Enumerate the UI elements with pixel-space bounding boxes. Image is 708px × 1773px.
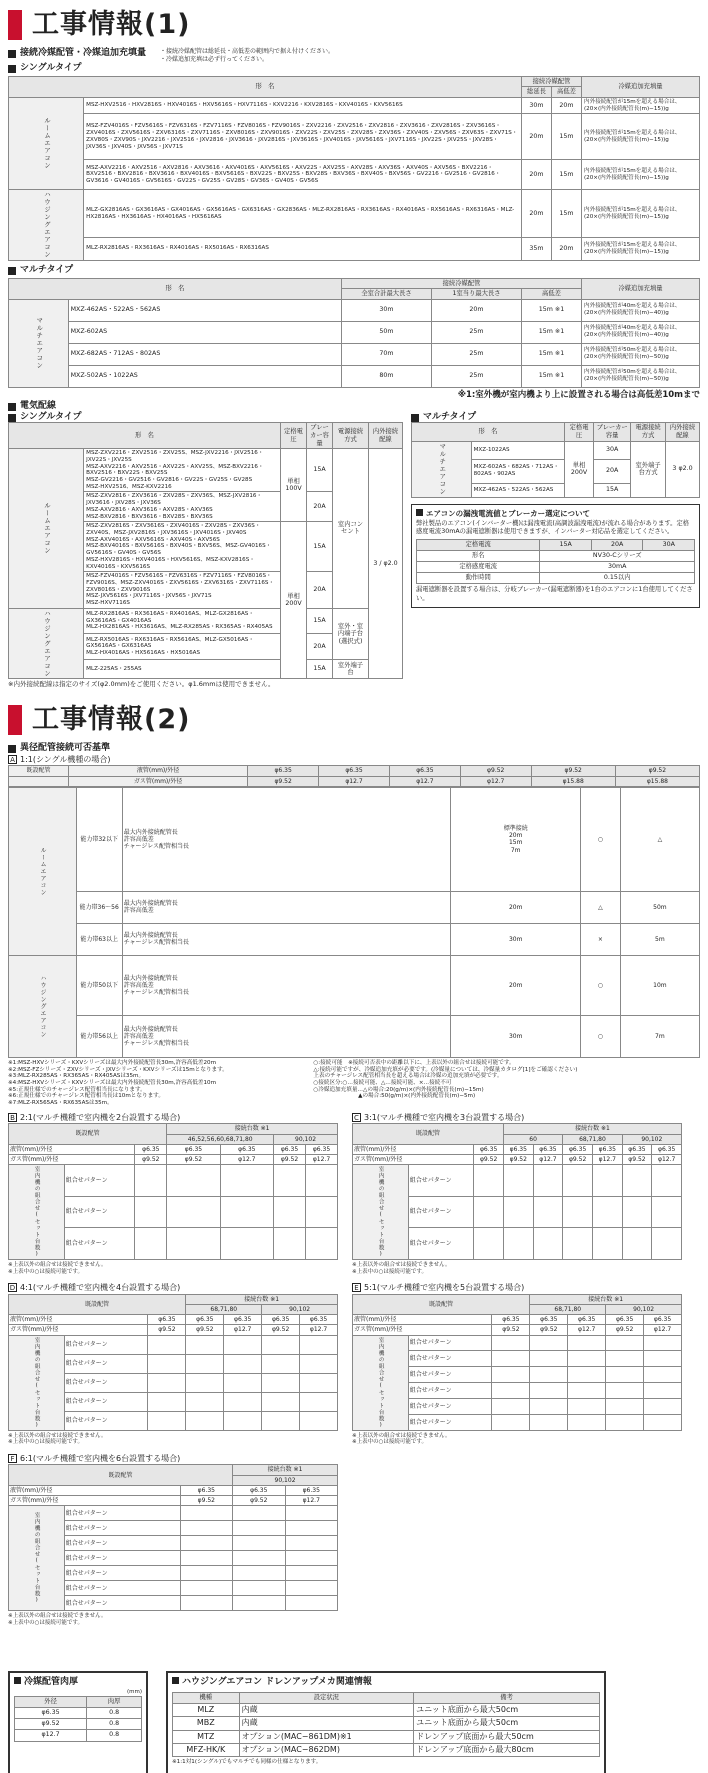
pipe-heading-text: 接続冷媒配管・冷媒追加充填量 — [20, 48, 147, 58]
elec-single: シングルタイプ 形 名 定格電圧 ブレーカー容量 電源接続方式 内外接続配線 ルームエアコン MSZ-ZXV2216・ZXV2516・ZXV25S、MSZ-JXV2216・JXV2516・JXV22S・JXV25S MSZ-AXV2216・AXV2516・AXV22S・AXV25S、MSZ-BXV2216・BXV2516・BXV22S・BXV25S MSZ-GV2216・GV2516・GV2816・GV22S・GV25S・GV28S MSZ-HXV2516、MSZ-KXV2216 単相100V 15A 室内コンセント 3 / φ2.0 MSZ-ZXV2816・ZXV3616・ZXV28S・ZXV36S、MSZ-JXV2816・JXV3616・JXV28S・JXV36S MSZ-AXV2816・AXV3616・AXV28S・AXV36S MSZ-BXV2816・BXV3616・BXV28S・BXV36S 20A MSZ-ZXV2816S・ZXV3616S・ZXV4016S・ZXV28S・ZXV36S・ZXV40S、MSZ-JXV2816S・JXV3616S・JXV4016S・JXV40S MSZ-AXV4016S・AXV5616S・AXV40S・AXV56S MSZ-BXV4016S・BXV5616S・BXV40S・BXV56S、MSZ-GV4016S・GV5616S・GV40S・GV56S MSZ-HXV2816S・HXV4016S・HXV5616S、MSZ-KXV2816S・KXV4016S・KXV5616S 単相200V 15A MSZ-FZV4016S・FZV5616S・FZV6316S・FZV7116S・FZV8016S・FZV9016S、MSZ-ZXV4016S・ZXV5616S・ZXV6316S・ZXV7116S・ZXV8016S・ZXV9016S MSZ-JXV5616S・JXV7116S・JXV56S・JXV71S MSZ-HXV7116S 20A ハウジングエアコン MLZ-RX2816AS・RX3616AS・RX4016AS、MLZ-GX2816AS・GX3616AS・GX4016AS MLZ-HX2816AS・HX3616AS、MLZ-RX285AS・RX365AS・RX405AS 15A 室外・室内端子台(選択式) MLZ-RX5016AS・RX6316AS・RX5616AS、MLZ-GX5016AS・GX5616AS・GX6316AS MLZ-HX4016AS・HX5616AS・HX5016AS 20A MLZ-225AS・255AS 15A 室外端子台 — [8, 412, 403, 680]
elec-multi-table: 形 名 定格電圧 ブレーカー容量 電源接続方式 内外接続配線 マルチエアコン MXZ-1022AS 単相200V 30A 室外端子台方式 3 φ2.0 MXZ-602AS・682AS・712AS・802AS・902AS 20A MXZ-462AS・522AS・562AS 15A — [411, 422, 700, 497]
elec-multi: マルチタイプ 形 名 定格電圧 ブレーカー容量 電源接続方式 内外接続配線 マルチエアコン MXZ-1022AS 単相200V 30A 室外端子台方式 3 φ2.0 MXZ-602AS・682AS・712AS・802AS・902AS 20A MXZ-462AS・522AS・562AS 15A エアコンの漏洩電流値とブレーカー選定について 弊社製品のエアコン(インバーター機)は漏洩電流(高調波漏洩電流)が流れる場合があります。定格感度電流30mAの漏電遮断器は使用できますが、インバーター対応品を選定してください。 定格電流 15A 20A 30A 形名 NV30-Cシリーズ 定格感度電流 30mA 動作時間 0.15以内 漏電遮断器を設置する場合は、分岐ブレーカー(漏電遮断器)を1台のエアコンに1台使用してください。 — [411, 412, 700, 680]
th-total: 総延長 — [522, 87, 552, 98]
multi-label: マルチタイプ — [8, 265, 700, 276]
model-cell: MLZ-GX2816AS・GX3616AS・GX4016AS・GX5616AS・GX6316AS・GX2836AS・MLZ-RX2816AS・RX3616AS・RX4016AS・RX5616AS・RX6316AS・MLZ-HX2816AS・HX3616AS・HX4016AS・HX5616AS — [84, 190, 522, 238]
elec-row — [8, 412, 700, 680]
elec-single-table: 形 名 定格電圧 ブレーカー容量 電源接続方式 内外接続配線 ルームエアコン MSZ-ZXV2216・ZXV2516・ZXV25S、MSZ-JXV2216・JXV2516・JXV22S・JXV25S MSZ-AXV2216・AXV2516・AXV22S・AXV25S、MSZ-BXV2216・BXV2516・BXV22S・BXV25S MSZ-GV2216・GV2516・GV2816・GV22S・GV25S・GV28S MSZ-HXV2516、MSZ-KXV2216 単相100V 15A 室内コンセント 3 / φ2.0 MSZ-ZXV2816・ZXV3616・ZXV28S・ZXV36S、MSZ-JXV2816・JXV3616・JXV28S・JXV36S MSZ-AXV2816・AXV3616・AXV28S・AXV36S MSZ-BXV2816・BXV3616・BXV28S・BXV36S 20A MSZ-ZXV2816S・ZXV3616S・ZXV4016S・ZXV28S・ZXV36S・ZXV40S、MSZ-JXV2816S・JXV3616S・JXV4016S・JXV40S MSZ-AXV4016S・AXV5616S・AXV40S・AXV56S MSZ-BXV4016S・BXV5616S・BXV40S・BXV56S、MSZ-GV4016S・GV5616S・GV40S・GV56S MSZ-HXV2816S・HXV4016S・HXV5616S、MSZ-KXV2816S・KXV4016S・KXV5616S 単相200V 15A MSZ-FZV4016S・FZV5616S・FZV6316S・FZV7116S・FZV8016S・FZV9016S、MSZ-ZXV4016S・ZXV5616S・ZXV6316S・ZXV7116S・ZXV8016S・ZXV9016S MSZ-JXV5616S・JXV7116S・JXV56S・JXV71S MSZ-HXV7116S 20A ハウジングエアコン MLZ-RX2816AS・RX3616AS・RX4016AS、MLZ-GX2816AS・GX3616AS・GX4016AS MLZ-HX2816AS・HX3616AS、MLZ-RX285AS・RX365AS・RX405AS 15A 室外・室内端子台(選択式) MLZ-RX5016AS・RX6316AS・RX5616AS、MLZ-GX5016AS・GX5616AS・GX6316AS MLZ-HX4016AS・HX5616AS・HX5016AS 20A MLZ-225AS・255AS 15A 室外端子台 — [8, 422, 403, 679]
th-charge: 冷媒追加充填量 — [582, 76, 700, 97]
pipe-multi-table: 形 名 接続冷媒配管 冷媒追加充填量 全室合計最大長さ 1室当り最大長さ 高低差 マルチエアコン MXZ-462AS・522AS・562AS 30m 20m 15m ※1 内外接続配管が40mを超える場合は、(20×(内外接続配管長(m)−40))g MXZ-602AS 50m 25m 15m ※1 内外接続配管が40mを超える場合は、(20×(内外接続配管長(m)−40))g MXZ-682AS・712AS・802AS 70m 25m 15m ※1 内外接続配管が50mを超える場合は、(20×(内外接続配管長(m)−50))g MXZ-502AS・1022AS 80m 25m 15m ※1 内外接続配管が50mを超える場合は、(20×(内外接続配管長(m)−50))g — [8, 278, 700, 388]
section-title-1 — [8, 6, 700, 44]
single-label: シングルタイプ — [8, 63, 700, 74]
diff-table-a-body: ルームエアコン 能力帯32以下 最大内外接続配管長 許容高低差 チャージレス配管相当長 標準接続 20m 15m 7m ○ △ 能力帯36〜56 最大内外接続配管長 許容高低差 20m △ 50m 能力帯63以上 最大内外接続配管長 チャージレス配管相当長 30m × 5m ハウジングエアコン 能力帯50以下 最大内外接続配管長 許容高低差 チャージレス配管相当長 20m ○ 10m 能力帯56以上 最大内外接続配管長 許容高低差 チャージレス配管相当長 30m ○ 7m — [8, 787, 700, 1058]
thickness-box: 冷媒配管肉厚 (mm) 外径 肉厚 φ6.35 0.8 φ9.52 0.8 φ12.7 0.8 — [8, 1671, 148, 1773]
side-label: ルームエアコン — [9, 97, 84, 189]
diff-heading: 異径配管接続可否基準 — [8, 743, 700, 754]
diff-notes: ※1:MSZ-HXVシリーズ・KXVシリーズは最大内外接続配管長30m,許容高低差20m ※2:MSZ-FZシリーズ・ZXVシリーズ・JXVシリーズ・KXVシリーズは15mとなります。 ※3:MLZ-RX285AS・RX365AS・RX405ASは35m。 ※4:MSZ-HXVシリーズ・KXVシリーズは最大内外接続配管長30m,許容高低差10m ※5:正規仕様でのチャージレス配管相当長になります。 ※6:正規仕様でのチャージレス配管相当長は10mとなります。 ※7:MLZ-RX565AS・RX635ASは35m。 — [8, 1059, 228, 1107]
page: 工事情報(1) 接続冷媒配管・冷媒追加充填量 ・接続冷媒配管は総延長・高低差の範囲内で据え付けください。 ・冷媒追加充填は必ず行ってください。 シングルタイプ 形 名 接続冷媒配管 冷媒追加充填量 総延長 高低差 ルームエアコン MSZ-HXV2516・HXV2816S・HXV4016S・HXV5616S・HXV7116S・KXV2216・KXV2816S・KXV4016S・KXV5616S 30m 20m 内外接続配管が15mを超える場合は、(20×(内外接続配管長(m)−15))g MSZ-FZV4016S・FZV5616S・FZV6316S・FZV7116S・FZV8016S・FZV9016S・ZXV2216・ZXV2516・ZXV2816・ZXV3616・ZXV2816S・ZXV3616S・ZXV4016S・ZXV5616S・ZXV6316S・ZXV7116S・ZXV8016S・ZXV9016S・ZXV22S・ZXV25S・ZXV28S・ZXV36S・ZXV40S・ZXV56S・ZXV63S・ZXV71S・ZXV80S・ZXV90S・JXV2216・JXV2516・JXV2816・JXV3616・JXV2816S・JXV3616S・JXV4016S・JXV5616S・JXV7116S・JXV22S・JXV25S・JXV28S・JXV36S・JXV40S・JXV56S・JXV71S 20m 15m 内外接続配管が15mを超える場合は、(20×(内外接続配管長(m)−15))g MSZ-AXV2216・AXV2516・AXV2816・AXV3616・AXV4016S・AXV5616S・AXV22S・AXV25S・AXV28S・AXV36S・AXV40S・AXV56S・BXV2216・BXV2516・BXV2816・BXV3616・BXV4016S・BXV5616S・BXV22S・BXV25S・BXV28S・BXV36S・BXV40S・BXV56S・GV2216・GV2516・GV2816・GV3616・GV4016S・GV5616S・GV22S・GV25S・GV28S・GV36S・GV40S・GV56S 20m 15m 内外接続配管が15mを超える場合は、(20×(内外接続配管長(m)−15))g ハウジングエアコン MLZ-GX2816AS・GX3616AS・GX4016AS・GX5616AS・GX6316AS・GX2836AS・MLZ-RX2816AS・RX3616AS・RX4016AS・RX5616AS・RX6316AS・MLZ-HX2816AS・HX3616AS・HX4016AS・HX5616AS 20m 15m 内外接続配管が15mを超える場合は、(20×(内外接続配管長(m)−15))g MLZ-RX2816AS・RX3616AS・RX4016AS・RX5016AS・RX6316AS 35m 20m 内外接続配管が15mを超える場合は、(20×(内外接続配管長(m)−15))g マルチタイプ 形 名 接続冷媒配管 冷媒追加充填量 全室合計最大長さ 1室当り最大長さ 高低差 マルチエアコン MXZ-462AS・522AS・562AS 30m 20m 15m ※1 内外接続配管が40mを超える場合は、(20×(内外接続配管長(m)−40))g MXZ-602AS 50m 25m 15m ※1 内外接続配管が40mを超える場合は、(20×(内外接続配管長(m)−40))g MXZ-682AS・712AS・802AS 70m 25m 15m ※1 内外接続配管が50mを超える場合は、(20×(内外接続配管長(m)−50))g MXZ-502AS・1022AS 80m 25m 15m ※1 内外接続配管が50mを超える場合は、(20×(内外接続配管長(m)−50))g ※1:室外機が室内機より上に設置される場合は高低差10mまで 電気配線 シングルタイプ 形 名 定格電圧 ブレーカー容量 電源接続方式 内外接続配線 ルームエアコン MSZ-ZXV2216・ZXV2516・ZXV25S、MSZ-JXV2216・JXV2516・JXV22S・JXV25S MSZ-AXV2216・AXV2516・AXV22S・AXV25S、MSZ-BXV2216・BXV2516・BXV22S・BXV25S MSZ-GV2216・GV2516・GV2816・GV22S・GV25S・GV28S MSZ-HXV2516、MSZ-KXV2216 単相100V 15A 室内コンセント 3 / φ2.0 MSZ-ZXV2816・ZXV3616・ZXV28S・ZXV36S、MSZ-JXV2816・JXV3616・JXV28S・JXV36S MSZ-AXV2816・AXV3616・AXV28S・AXV36S MSZ-BXV2816・BXV3616・BXV28S・BXV36S 20A MSZ-ZXV2816S・ZXV3616S・ZXV4016S・ZXV28S・ZXV36S・ZXV40S、MSZ-JXV2816S・JXV3616S・JXV4016S・JXV40S MSZ-AXV4016S・AXV5616S・AXV40S・AXV56S MSZ-BXV4016S・BXV5616S・BXV40S・BXV56S、MSZ-GV4016S・GV5616S・GV40S・GV56S MSZ-HXV2816S・HXV4016S・HXV5616S、MSZ-KXV2816S・KXV4016S・KXV5616S 単相200V 15A MSZ-FZV4016S・FZV5616S・FZV6316S・FZV7116S・FZV8016S・FZV9016S、MSZ-ZXV4016S・ZXV5616S・ZXV6316S・ZXV7116S・ZXV8016S・ZXV9016S MSZ-JXV5616S・JXV7116S・JXV56S・JXV71S MSZ-HXV7116S 20A ハウジングエアコン MLZ-RX2816AS・RX3616AS・RX4016AS、MLZ-GX2816AS・GX3616AS・GX4016AS MLZ-HX2816AS・HX3616AS、MLZ-RX285AS・RX365AS・RX405AS 15A 室外・室内端子台(選択式) MLZ-RX5016AS・RX6316AS・RX5616AS、MLZ-GX5016AS・GX5616AS・GX6316AS MLZ-HX4016AS・HX5616AS・HX5016AS 20A MLZ-225AS・255AS 15A 室外端子台 マルチタイプ 形 名 定格電圧 ブレーカー容量 電源接続方式 内外接続配線 マルチエアコン MXZ-1022AS 単相200V 30A 室外端子台方式 3 φ2.0 MXZ-602AS・682AS・712AS・802AS・902AS 20A MXZ-462AS・522AS・562AS 15A エアコンの漏洩電流値とブレーカー選定について 弊社製品のエアコン(インバーター機)は漏洩電流(高調波漏洩電流)が流れる場合があります。定格感度電流30mAの漏電遮断器は使用できますが、インバーター対応品を選定してください。 定格電流 15A 20A 30A 形名 NV30-Cシリーズ 定格感度電流 30mA 動作時間 0.15以内 漏電遮断器を設置する場合は、分岐ブレーカー(漏電遮断器)を1台のエアコンに1台使用してください。 ※内外接続配線は指定のサイズ(φ2.0mm)をご使用ください。φ1.6mmは使用できません。 工事情報(2) 異径配管接続可否基準 A 1:1(シングル機種の場合) 既設配管 液管(mm)/外径 φ6.35 φ6.35 φ6.35 φ9.52 φ9.52 φ9.52 ガス管(mm)/外径 φ9.52 φ12.7 φ12.7 φ12.7 φ15.88 φ15.88 ルームエアコン 能力帯32以下 最大内外接続配管長 許容高低差 チャージレス配管相当長 標準接続 20m 15m 7m ○ △ 能力帯36〜56 最大内外接続配管長 許容高低差 20m △ 50m 能力帯63以上 最大内外接続配管長 チャージレス配管相当長 30m × 5m ハウジングエアコン 能力帯50以下 最大内外接続配管長 許容高低差 チャージレス配管相当長 20m ○ 10m 能力帯56以上 最大内外接続配管長 許容高低差 チャージレス配管相当長 30m ○ 7m ※1:MSZ-HXVシリーズ・KXVシリーズは最大内外接続配管長30m,許容高低差20m ※2:MSZ-FZシリーズ・ZXVシリーズ・JXVシリーズ・KXVシリーズは15mとなります。 ※3:MLZ-RX285AS・RX365AS・RX405ASは35m。 ※4:MSZ-HXVシリーズ・KXVシリーズは最大内外接続配管長30m,許容高低差10m ※5:正規仕様でのチャージレス配管相当長になります。 ※6:正規仕様でのチャージレス配管相当長は10mとなります。 ※7:MLZ-RX565AS・RX635ASは35m。 ○:接続可能 ※接続可否表中の距離以下に、上表以外の組合せは接続可能です。 △:接続可能ですが、冷媒追加充填が必要です。(冷媒量については、冷媒量カタログ[1]をご確認ください) 上表のチャージレス配管相当長を超える場合は冷媒の追加充填が必要です。 ○接続区分:○…接続可能、△…接続可能、×…接続不可 ○冷媒追加充填量…△の場合:20(g/m)×(内外接続配管長(m)−15m) ▲の場合:50(g/m)×(内外接続配管長(m)−5m) B 2:1(マルチ機種で室内機を2台設置する場合) 既設配管 接続台数 ※1 46,52,56,60,68,71,80 90,102 液管(mm)/外径 φ6.35 φ6.35 φ6.35 φ6.35 φ6.35 ガス管(mm)/外径 φ9.52 φ9.52 φ12.7 φ9.52 φ12.7 室内機の組合せ(セット台数) 組合せパターン 組合せパターン 組合せパターン ※上表以外の組合せは接続できません。 ※上表中の○は接続可能です。 C 3:1(マルチ機種で室内機を3台設置する場合) 既設配管 接続台数 ※1 60 68,71,80 90,102 液管(mm)/外径 φ6.35 φ6.35 φ6.35 φ6.35 φ6.35 φ6.35 φ6.35 ガス管(mm)/外径 φ9.52 φ9.52 φ12.7 φ9.52 φ12.7 φ9.52 φ12.7 室内機の組合せ(セット台数) 組合せパターン 組合せパターン 組合せパターン ※上表以外の組合せは接続できません。 ※上表中の○は接続可能です。 D 4:1(マルチ機種で室内機を4台設置する場合) 既設配管 接続台数 ※1 68,71,80 90,102 液管(mm)/外径 φ6.35 φ6.35 φ6.35 φ6.35 φ6.35 ガス管(mm)/外径 φ9.52 φ9.52 φ12.7 φ9.52 φ12.7 室内機の組合せ(セット台数) 組合せパターン 組合せパターン 組合せパターン 組合せパターン 組合せパターン ※上表以外の組合せは接続できません。 ※上表中の○は接続可能です。 E 5:1(マルチ機種で室内機を5台設置する場合) 既設配管 接続台数 ※1 68,71,80 90,102 液管(mm)/外径 φ6.35 φ6.35 φ6.35 φ6.35 φ6.35 ガス管(mm)/外径 φ9.52 φ9.52 φ12.7 φ9.52 φ12.7 室内機の組合せ(セット台数) 組合せパターン 組合せパターン 組合せパターン 組合せパターン 組合せパターン 組合せパターン ※上表以外の組合せは接続できません。 ※上表中の○は接続可能です。 F 6:1(マルチ機種で室内機を6台設置する場合) 既設配管 接続台数 ※1 90,102 液管(mm)/外径 φ6.35 φ6.35 φ6.35 ガス管(mm)/外径 φ9.52 φ9.52 φ12.7 室内機の組合せ(セット台数) 組合せパターン 組合せパターン 組合せパターン 組合せパターン 組合せパターン 組合せパターン 組合せパターン ※上表以外の組合せは接続できません。 ※上表中の○は接続可能です。 冷媒配管肉厚 (mm) 外径 肉厚 φ6.35 0.8 φ9.52 0.8 φ12.7 0.8 ハウジングエアコン ドレンアップメカ関連情報 機種 設定状況 備考 MLZ 内蔵 ユニット底面から最大50cm MBZ 内蔵 ユニット底面から最大50cm MTZ オプション(MAC−861DM)※1 ドレンアップ底面から最大50cm MFZ-HK/K オプション(MAC−862DM) ドレンアップ底面から最大80cm ※1:1対1(シングル)でもマルチでも同様の仕様となります。 — [0, 6, 708, 1773]
multi-table-c: C 3:1(マルチ機種で室内機を3台設置する場合) 既設配管 接続台数 ※1 60 68,71,80 90,102 液管(mm)/外径 φ6.35 φ6.35 φ6.35 φ6.35 φ6.35 φ6.35 φ6.35 ガス管(mm)/外径 φ9.52 φ9.52 φ12.7 φ9.52 φ12.7 φ9.52 φ12.7 室内機の組合せ(セット台数) 組合せパターン 組合せパターン 組合せパターン ※上表以外の組合せは接続できません。 ※上表中の○は接続可能です。 — [352, 1113, 682, 1278]
multi-table-e: E 5:1(マルチ機種で室内機を5台設置する場合) 既設配管 接続台数 ※1 68,71,80 90,102 液管(mm)/外径 φ6.35 φ6.35 φ6.35 φ6.35 φ6.35 ガス管(mm)/外径 φ9.52 φ9.52 φ12.7 φ9.52 φ12.7 室内機の組合せ(セット台数) 組合せパターン 組合せパターン 組合せパターン 組合せパターン 組合せパターン 組合せパターン ※上表以外の組合せは接続できません。 ※上表中の○は接続可能です。 — [352, 1283, 682, 1448]
multi-table-f: F 6:1(マルチ機種で室内機を6台設置する場合) 既設配管 接続台数 ※1 90,102 液管(mm)/外径 φ6.35 φ6.35 φ6.35 ガス管(mm)/外径 φ9.52 φ9.52 φ12.7 室内機の組合せ(セット台数) 組合せパターン 組合せパターン 組合せパターン 組合せパターン 組合せパターン 組合せパターン 組合せパターン ※上表以外の組合せは接続できません。 ※上表中の○は接続可能です。 — [8, 1454, 338, 1629]
model-cell: MSZ-FZV4016S・FZV5616S・FZV6316S・FZV7116S・FZV8016S・FZV9016S・ZXV2216・ZXV2516・ZXV2816・ZXV3616・ZXV2816S・ZXV3616S・ZXV4016S・ZXV5616S・ZXV6316S・ZXV7116S・ZXV8016S・ZXV9016S・ZXV22S・ZXV25S・ZXV28S・ZXV36S・ZXV40S・ZXV56S・ZXV63S・ZXV71S・ZXV80S・ZXV90S・JXV2216・JXV2516・JXV2816・JXV3616・JXV2816S・JXV3616S・JXV4016S・JXV5616S・JXV7116S・JXV22S・JXV25S・JXV28S・JXV36S・JXV40S・JXV56S・JXV71S — [84, 114, 522, 160]
bullet-square-icon — [8, 403, 16, 411]
pipe-heading — [8, 48, 700, 63]
title-bar-icon — [8, 10, 22, 40]
multi-table-b: B 2:1(マルチ機種で室内機を2台設置する場合) 既設配管 接続台数 ※1 46,52,56,60,68,71,80 90,102 液管(mm)/外径 φ6.35 φ6.35 φ6.35 φ6.35 φ6.35 ガス管(mm)/外径 φ9.52 φ9.52 φ12.7 φ9.52 φ12.7 室内機の組合せ(セット台数) 組合せパターン 組合せパターン 組合せパターン ※上表以外の組合せは接続できません。 ※上表中の○は接続可能です。 — [8, 1113, 338, 1278]
leak-box: エアコンの漏洩電流値とブレーカー選定について 弊社製品のエアコン(インバーター機)は漏洩電流(高調波漏洩電流)が流れる場合があります。定格感度電流30mAの漏電遮断器は使用できますが、インバーター対応品を選定してください。 定格電流 15A 20A 30A 形名 NV30-Cシリーズ 定格感度電流 30mA 動作時間 0.15以内 漏電遮断器を設置する場合は、分岐ブレーカー(漏電遮断器)を1台のエアコンに1台使用してください。 — [411, 504, 700, 608]
bullet-square-icon — [8, 267, 16, 275]
elec-footnote: ※内外接続配線は指定のサイズ(φ2.0mm)をご使用ください。φ1.6mmは使用できません。 — [8, 680, 275, 689]
thickness-table: 外径 肉厚 φ6.35 0.8 φ9.52 0.8 φ12.7 0.8 — [14, 1696, 142, 1742]
multi-table-d: D 4:1(マルチ機種で室内機を4台設置する場合) 既設配管 接続台数 ※1 68,71,80 90,102 液管(mm)/外径 φ6.35 φ6.35 φ6.35 φ6.35 φ6.35 ガス管(mm)/外径 φ9.52 φ9.52 φ12.7 φ9.52 φ12.7 室内機の組合せ(セット台数) 組合せパターン 組合せパターン 組合せパターン 組合せパターン 組合せパターン ※上表以外の組合せは接続できません。 ※上表中の○は接続可能です。 — [8, 1283, 338, 1448]
side-label-2: ハウジングエアコン — [9, 190, 84, 261]
th-height: 高低差 — [552, 87, 582, 98]
bullet-square-icon — [8, 65, 16, 73]
pipe-footnote: ※1:室外機が室内機より上に設置される場合は高低差10mまで — [457, 389, 700, 400]
th-pipe: 接続冷媒配管 — [522, 76, 582, 87]
model-cell: MLZ-RX2816AS・RX3616AS・RX4016AS・RX5016AS・RX6316AS — [84, 237, 522, 260]
th-model: 形 名 — [9, 76, 522, 97]
diff-table-a: 既設配管 液管(mm)/外径 φ6.35 φ6.35 φ6.35 φ9.52 φ9.52 φ9.52 ガス管(mm)/外径 φ9.52 φ12.7 φ12.7 φ12.7 φ15.88 φ15.88 — [8, 765, 700, 786]
leak-table: 定格電流 15A 20A 30A 形名 NV30-Cシリーズ 定格感度電流 30mA 動作時間 0.15以内 — [416, 539, 695, 585]
model-cell: MSZ-AXV2216・AXV2516・AXV2816・AXV3616・AXV4016S・AXV5616S・AXV22S・AXV25S・AXV28S・AXV36S・AXV40S・AXV56S・BXV2216・BXV2516・BXV2816・BXV3616・BXV4016S・BXV5616S・BXV22S・BXV25S・BXV28S・BXV36S・BXV40S・BXV56S・GV2216・GV2516・GV2816・GV3616・GV4016S・GV5616S・GV22S・GV25S・GV28S・GV36S・GV40S・GV56S — [84, 160, 522, 190]
pipe-note: ・接続冷媒配管は総延長・高低差の範囲内で据え付けください。 ・冷媒追加充填は必ず行ってください。 — [160, 48, 335, 63]
model-cell: MSZ-HXV2516・HXV2816S・HXV4016S・HXV5616S・HXV7116S・KXV2216・KXV2816S・KXV4016S・KXV5616S — [84, 97, 522, 113]
title-bar-icon — [8, 705, 22, 735]
drain-box: ハウジングエアコン ドレンアップメカ関連情報 機種 設定状況 備考 MLZ 内蔵 ユニット底面から最大50cm MBZ 内蔵 ユニット底面から最大50cm MTZ オプション(MAC−861DM)※1 ドレンアップ底面から最大50cm MFZ-HK/K オプション(MAC−862DM) ドレンアップ底面から最大80cm ※1:1対1(シングル)でもマルチでも同様の仕様となります。 — [166, 1671, 606, 1773]
section-title-2: 工事情報(2) — [8, 701, 700, 739]
diff-legend: ○:接続可能 ※接続可否表中の距離以下に、上表以外の組合せは接続可能です。 △:接続可能ですが、冷媒追加充填が必要です。(冷媒量については、冷媒量カタログ[1]をご確認ください) 上表のチャージレス配管相当長を超える場合は冷媒の追加充填が必要です。 ○接続区分:○…接続可能、△…接続可能、×…接続不可 ○冷媒追加充填量…△の場合:20(g/m)×(内外接続配管長(m)−15m) ▲の場合:50(g/m)×(内外接続配管長(m)−5m) — [313, 1059, 578, 1100]
bullet-square-icon — [8, 50, 16, 58]
elec-heading: 電気配線 — [8, 401, 700, 412]
multi-tables — [8, 1113, 700, 1629]
drain-table: 機種 設定状況 備考 MLZ 内蔵 ユニット底面から最大50cm MBZ 内蔵 ユニット底面から最大50cm MTZ オプション(MAC−861DM)※1 ドレンアップ底面から最大50cm MFZ-HK/K オプション(MAC−862DM) ドレンアップ底面から最大80cm — [172, 1692, 600, 1758]
pipe-single-table: 形 名 接続冷媒配管 冷媒追加充填量 総延長 高低差 ルームエアコン MSZ-HXV2516・HXV2816S・HXV4016S・HXV5616S・HXV7116S・KXV2216・KXV2816S・KXV4016S・KXV5616S 30m 20m 内外接続配管が15mを超える場合は、(20×(内外接続配管長(m)−15))g MSZ-FZV4016S・FZV5616S・FZV6316S・FZV7116S・FZV8016S・FZV9016S・ZXV2216・ZXV2516・ZXV2816・ZXV3616・ZXV2816S・ZXV3616S・ZXV4016S・ZXV5616S・ZXV6316S・ZXV7116S・ZXV8016S・ZXV9016S・ZXV22S・ZXV25S・ZXV28S・ZXV36S・ZXV40S・ZXV56S・ZXV63S・ZXV71S・ZXV80S・ZXV90S・JXV2216・JXV2516・JXV2816・JXV3616・JXV2816S・JXV3616S・JXV4016S・JXV5616S・JXV7116S・JXV22S・JXV25S・JXV28S・JXV36S・JXV40S・JXV56S・JXV71S 20m 15m 内外接続配管が15mを超える場合は、(20×(内外接続配管長(m)−15))g MSZ-AXV2216・AXV2516・AXV2816・AXV3616・AXV4016S・AXV5616S・AXV22S・AXV25S・AXV28S・AXV36S・AXV40S・AXV56S・BXV2216・BXV2516・BXV2816・BXV3616・BXV4016S・BXV5616S・BXV22S・BXV25S・BXV28S・BXV36S・BXV40S・BXV56S・GV2216・GV2516・GV2816・GV3616・GV4016S・GV5616S・GV22S・GV25S・GV28S・GV36S・GV40S・GV56S 20m 15m 内外接続配管が15mを超える場合は、(20×(内外接続配管長(m)−15))g ハウジングエアコン MLZ-GX2816AS・GX3616AS・GX4016AS・GX5616AS・GX6316AS・GX2836AS・MLZ-RX2816AS・RX3616AS・RX4016AS・RX5616AS・RX6316AS・MLZ-HX2816AS・HX3616AS・HX4016AS・HX5616AS 20m 15m 内外接続配管が15mを超える場合は、(20×(内外接続配管長(m)−15))g MLZ-RX2816AS・RX3616AS・RX4016AS・RX5016AS・RX6316AS 35m 20m 内外接続配管が15mを超える場合は、(20×(内外接続配管長(m)−15))g — [8, 76, 700, 261]
bottom-row — [8, 1671, 700, 1773]
page-title: 工事情報(1) — [32, 8, 191, 40]
